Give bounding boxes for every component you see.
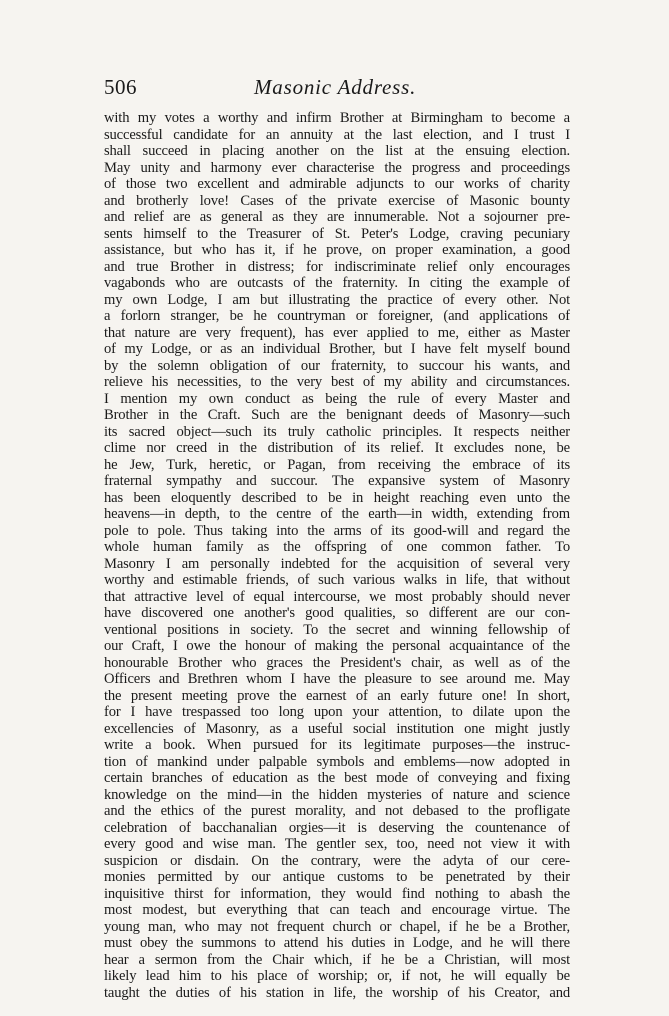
text-line: heavens—in depth, to the centre of the earth—in width, extending from [104,506,570,522]
text-line: inquisitive thirst for information, they would find nothing to abash the [104,885,570,902]
text-line: the present meeting prove the earnest of an early future one! In short, [104,687,570,704]
page-header [104,76,572,102]
text-line: of my Lodge, or as an individual Brother, but I have felt myself bound [104,341,570,357]
text-line: he Jew, Turk, heretic, or Pagan, from receiving the embrace of its [104,456,570,473]
text-line: with my votes a worthy and infirm Brother at Birmingham to become a [104,110,570,126]
text-line: its sacred object—such its truly catholic principles. It respects neither [104,423,570,440]
text-line: knowledge on the mind—in the hidden mysteries of nature and science [104,786,570,803]
text-line: Officers and Brethren whom I have the pleasure to see around me. May [104,671,570,687]
text-line: of those two excellent and admirable adjuncts to our works of charity [104,176,570,192]
text-line: and true Brother in distress; for indiscriminate relief only encourages [104,258,570,275]
text-line: a forlorn stranger, be he countryman or foreigner, (and applications of [104,308,570,324]
text-line: sents himself to the Treasurer of St. Peter's Lodge, craving pecuniary [104,225,570,242]
text-line: clime nor creed in the distribution of its relief. It excludes none, be [104,440,570,456]
text-line: for I have trespassed too long upon your attention, to dilate upon the [104,704,570,720]
text-line: hear a sermon from the Chair which, if he be a Christian, will most [104,951,570,968]
text-line: tion of mankind under palpable symbols and emblems—now adopted in [104,753,570,770]
text-line: young man, who may not frequent church or chapel, if he be a Brother, [104,918,570,935]
running-title: Masonic Address. [254,75,417,99]
text-line: my own Lodge, I am but illustrating the practice of every other. Not [104,291,570,308]
text-line: assistance, but who has it, if he prove, on proper examination, a good [104,242,570,258]
text-line: worthy and estimable friends, of such various walks in life, that without [104,572,570,588]
text-line: suspicion or disdain. On the contrary, were the adyta of our cere- [104,852,570,869]
text-line: Masonry I am personally indebted for the acquisition of several very [104,555,570,572]
text-line: must obey the summons to attend his duties in Lodge, and he will there [104,935,570,951]
text-line: our Craft, I owe the honour of making the personal acquaintance of the [104,638,570,654]
text-line: monies permitted by our antique customs to be penetrated by their [104,869,570,885]
text-line: May unity and harmony ever characterise the progress and proceedings [104,159,570,176]
text-line: certain branches of education as the best mode of conveying and fixing [104,770,570,786]
text-line: celebration of bacchanalian orgies—it is deserving the countenance of [104,819,570,836]
text-line: whole human family as the offspring of one common father. To [104,539,570,555]
text-line: by the solemn obligation of our fraternity, to succour his wants, and [104,357,570,374]
text-line: shall succeed in placing another on the list at the ensuing election. [104,143,570,159]
text-line: successful candidate for an annuity at the last election, and I trust I [104,126,570,143]
text-line: ventional positions in society. To the secret and winning fellowship of [104,621,570,638]
text-line: likely lead him to his place of worship; or, if not, he will equally be [104,968,570,984]
text-line: has been eloquently described to be in height reaching even unto the [104,489,570,506]
text-line: taught the duties of his station in life, the worship of his Creator, and [104,984,570,1001]
text-line: relieve his necessities, to the very best of my ability and circumstances. [104,374,570,390]
text-line: have discovered one another's good qualities, so different are our con- [104,605,570,621]
text-line: Brother in the Craft. Such are the benignant deeds of Masonry—such [104,407,570,423]
text-line: pole to pole. Thus taking into the arms of its good-will and regard the [104,522,570,539]
text-line: I mention my own conduct as being the rule of every Master and [104,390,570,407]
text-line: honourable Brother who graces the President's chair, as well as of the [104,654,570,671]
text-line: most modest, but everything that can teach and encourage virtue. The [104,902,570,918]
text-line: that attractive level of equal intercourse, we most probably should never [104,588,570,605]
text-line: and the ethics of the purest morality, and not debased to the profligate [104,803,570,819]
text-line: and relief are as general as they are innumerable. Not a sojourner pre- [104,209,570,225]
text-line: excellencies of Masonry, as a useful social institution one might justly [104,720,570,737]
text-line: and brotherly love! Cases of the private exercise of Masonic bounty [104,192,570,209]
body-paragraph [104,110,570,1001]
page-number: 506 [104,75,137,99]
text-line: fraternal sympathy and succour. The expansive system of Masonry [104,473,570,489]
text-line: every good and wise man. The gentler sex, too, need not view it with [104,836,570,852]
text-line: vagabonds who are outcasts of the fraternity. In citing the example of [104,275,570,291]
text-line: write a book. When pursued for its legitimate purposes—the instruc- [104,737,570,753]
text-line: that nature are very frequent), has ever applied to me, either as Master [104,324,570,341]
